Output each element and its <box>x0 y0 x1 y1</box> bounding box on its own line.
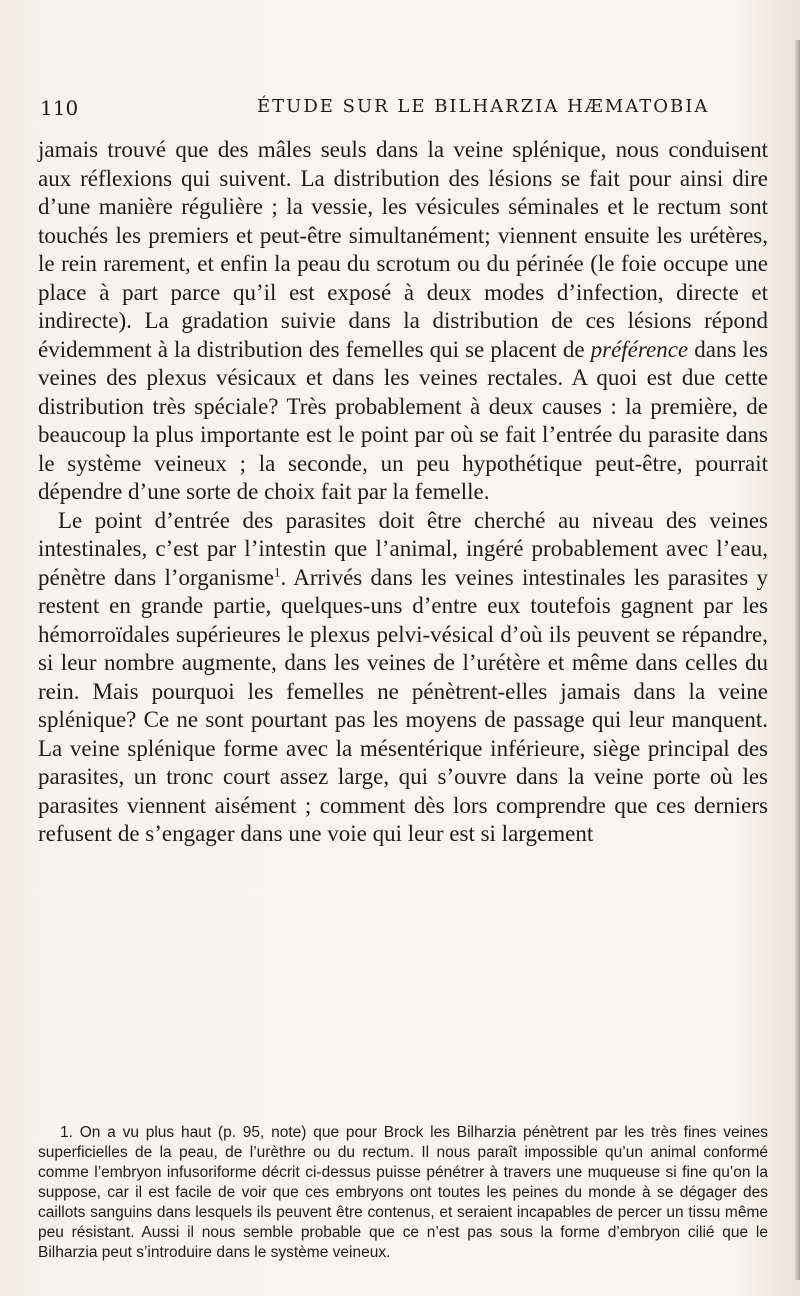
paragraph-2 <box>38 507 768 849</box>
footnote: 1. On a vu plus haut (p. 95, note) que pour Brock les Bilharzia pénètrent par les très fines veines superficielles de la peau, de l’urèthre ou du rectum. Il nous paraît impossible qu’un animal conformé comme l’embryon infusoriforme décrit ci-dessus puisse pénétrer à travers une muqueuse si fine qu’on la suppose, car il est facile de voir que ces embryons ont toutes les peines du monde à se dégager des caillots sanguins dans lesquels ils peuvent être contenus, et seraient incapables de percer un tissu même peu résistant. Aussi il nous semble probable que ce n’est pas sous la forme d’embryon cilié que le Bilharzia peut s’introduire dans le système veineux. <box>38 1124 768 1261</box>
body-text <box>38 136 768 849</box>
paragraph-1-start: jamais trouvé que des mâles seuls dans la veine splénique, nous conduisent aux réflexions qui suivent. La distribution des lésions se fait pour ainsi dire d’une manière régulière ; la vessie, les vésicules séminales et le rectum sont touchés les premiers et peut-être simultanément; viennent ensuite les urétères, le rein rarement, et enfin la peau du scrotum ou du périnée (le foie occupe une place à part parce qu’il est exposé à deux modes d’infection, directe et indirecte). La gradation suivie dans la distribution de ces lésions répond évidemment à la distribution des femelles qui se placent de <box>38 137 768 362</box>
emphasis-preference: préférence <box>590 336 689 362</box>
paragraph-1-end: dans les veines des plexus vésicaux et dans les veines rectales. A quoi est due cette distribution très spéciale? Très probablement à deux causes : la première, de beaucoup la plus importante est le point par où se fait l’entrée du parasite dans le système veineux ; la seconde, un peu hypothétique peut-être, pourrait dépendre d’une sorte de choix fait par la femelle. <box>38 336 768 504</box>
page-number: 110 <box>40 96 79 120</box>
page-header <box>40 96 760 126</box>
paragraph-2-start: Le point d’entrée des parasites doit être cherché au niveau des veines intestinales, c’est par l’intestin que l’animal, ingéré probablement avec l’eau, pénètre dans l’organisme <box>38 507 768 590</box>
paragraph-2-end: . Arrivés dans les veines intestinales les parasites y restent en grande partie, quelques-uns d’entre eux toutefois gagnent par les hémorroïdales supérieures le plexus pelvi-vésical d’où ils peuvent se répandre, si leur nombre augmente, dans les veines de l’urétère et même dans celles du rein. Mais pourquoi les femelles ne pénètrent-elles jamais dans la veine splénique? Ce ne sont pourtant pas les moyens de passage qui leur manquent. La veine splénique forme avec la mésentérique inférieure, siège principal des parasites, un tronc court assez large, qui s’ouvre dans la veine porte où les parasites viennent aisément ; comment dès lors comprendre que ces derniers refusent de s’engager dans une voie qui leur est si largement <box>38 564 768 846</box>
paragraph-1 <box>38 136 768 507</box>
footnote-marker: 1 <box>273 563 281 579</box>
running-title: ÉTUDE SUR LE BILHARZIA HÆMATOBIA <box>257 96 710 117</box>
page-edge-shadow <box>794 40 800 1280</box>
